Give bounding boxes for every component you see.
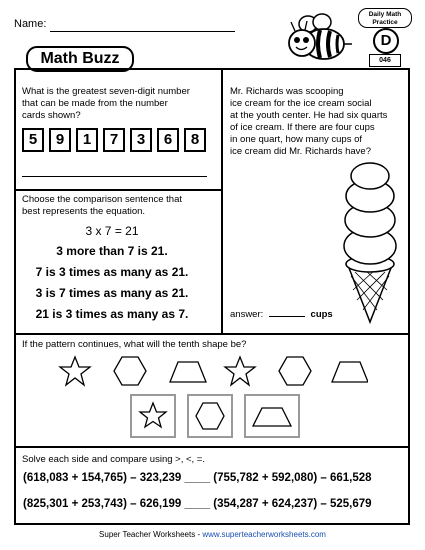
q2-line: ice cream did Mr. Richards have? — [230, 146, 371, 157]
answer-label: answer: — [230, 309, 264, 320]
divider — [14, 333, 410, 335]
badge-label — [358, 8, 412, 28]
bee-icon — [286, 10, 356, 66]
badge-line-1: Daily Math — [368, 11, 402, 18]
q1-line: cards shown? — [22, 110, 81, 121]
q3-option[interactable]: 21 is 3 times as many as 7. — [35, 307, 189, 321]
worksheet-title: Math Buzz — [26, 46, 134, 72]
expression-right: (354,287 + 624,237) – 525,679 — [213, 498, 372, 510]
number-card: 3 — [130, 128, 152, 152]
number-card: 5 — [22, 128, 44, 152]
divider — [14, 189, 223, 191]
q3-option[interactable]: 3 more than 7 is 21. — [56, 244, 168, 258]
q4-prompt: If the pattern continues, what will the tenth shape be? — [22, 339, 247, 350]
choice-trapezoid-box[interactable] — [244, 394, 300, 438]
divider — [221, 68, 223, 335]
q2-line: at the youth center. He had six quarts — [230, 110, 388, 121]
footer-source: Super Teacher Worksheets - — [99, 530, 203, 539]
ice-cream-cone-icon — [335, 160, 405, 325]
footer — [0, 530, 425, 539]
compare-blank[interactable]: ____ — [184, 498, 211, 510]
number-card: 7 — [103, 128, 125, 152]
star-icon — [60, 357, 90, 385]
q2-answer-row — [230, 309, 333, 320]
q5-row — [23, 498, 372, 510]
q3-equation: 3 x 7 = 21 — [85, 224, 139, 238]
q1-line: that can be made from the number — [22, 98, 168, 109]
q2-line: ice cream for the ice cream social — [230, 98, 372, 109]
q2-prompt — [230, 86, 408, 158]
q3-line: best represents the equation. — [22, 206, 146, 217]
q1-line: What is the greatest seven-digit number — [22, 86, 190, 97]
expression-left: (825,301 + 253,743) – 626,199 — [23, 498, 182, 510]
trapezoid-icon — [246, 396, 298, 436]
number-card: 1 — [76, 128, 98, 152]
q3-prompt — [22, 194, 217, 218]
footer-link[interactable]: www.superteacherworksheets.com — [202, 530, 326, 539]
badge-number: 046 — [369, 54, 401, 67]
compare-blank[interactable]: ____ — [184, 472, 211, 484]
trapezoid-icon — [170, 362, 206, 382]
name-label: Name: — [14, 18, 47, 30]
q2-answer-blank[interactable] — [269, 316, 305, 317]
q2-line: Mr. Richards was scooping — [230, 86, 344, 97]
answer-unit: cups — [310, 309, 333, 320]
q1-answer-line[interactable] — [22, 176, 207, 177]
q3-option[interactable]: 7 is 3 times as many as 21. — [35, 265, 189, 279]
divider — [14, 446, 410, 448]
hexagon-icon — [279, 357, 311, 385]
expression-right: (755,782 + 592,080) – 661,528 — [213, 472, 372, 484]
q5-prompt: Solve each side and compare using >, <, =. — [22, 454, 205, 465]
q3-option[interactable]: 3 is 7 times as many as 21. — [35, 286, 189, 300]
q1-prompt — [22, 86, 217, 122]
trapezoid-icon — [332, 362, 368, 382]
number-card: 8 — [184, 128, 206, 152]
choice-hexagon-box[interactable] — [187, 394, 233, 438]
name-field[interactable] — [50, 31, 235, 32]
q5-row — [23, 472, 372, 484]
number-card: 6 — [157, 128, 179, 152]
shape-pattern — [58, 354, 368, 388]
hexagon-icon — [189, 396, 231, 436]
badge-letter: D — [373, 28, 399, 54]
badge-line-2: Practice — [372, 19, 398, 26]
q2-line: of ice cream. If there are four cups — [230, 122, 375, 133]
q3-line: Choose the comparison sentence that — [22, 194, 183, 205]
hexagon-icon — [114, 357, 146, 385]
star-icon — [132, 396, 174, 436]
choice-star-box[interactable] — [130, 394, 176, 438]
q2-line: in one quart, how many cups of — [230, 134, 363, 145]
star-icon — [225, 357, 255, 385]
number-card: 9 — [49, 128, 71, 152]
daily-practice-badge — [352, 4, 418, 66]
expression-left: (618,083 + 154,765) – 323,239 — [23, 472, 182, 484]
